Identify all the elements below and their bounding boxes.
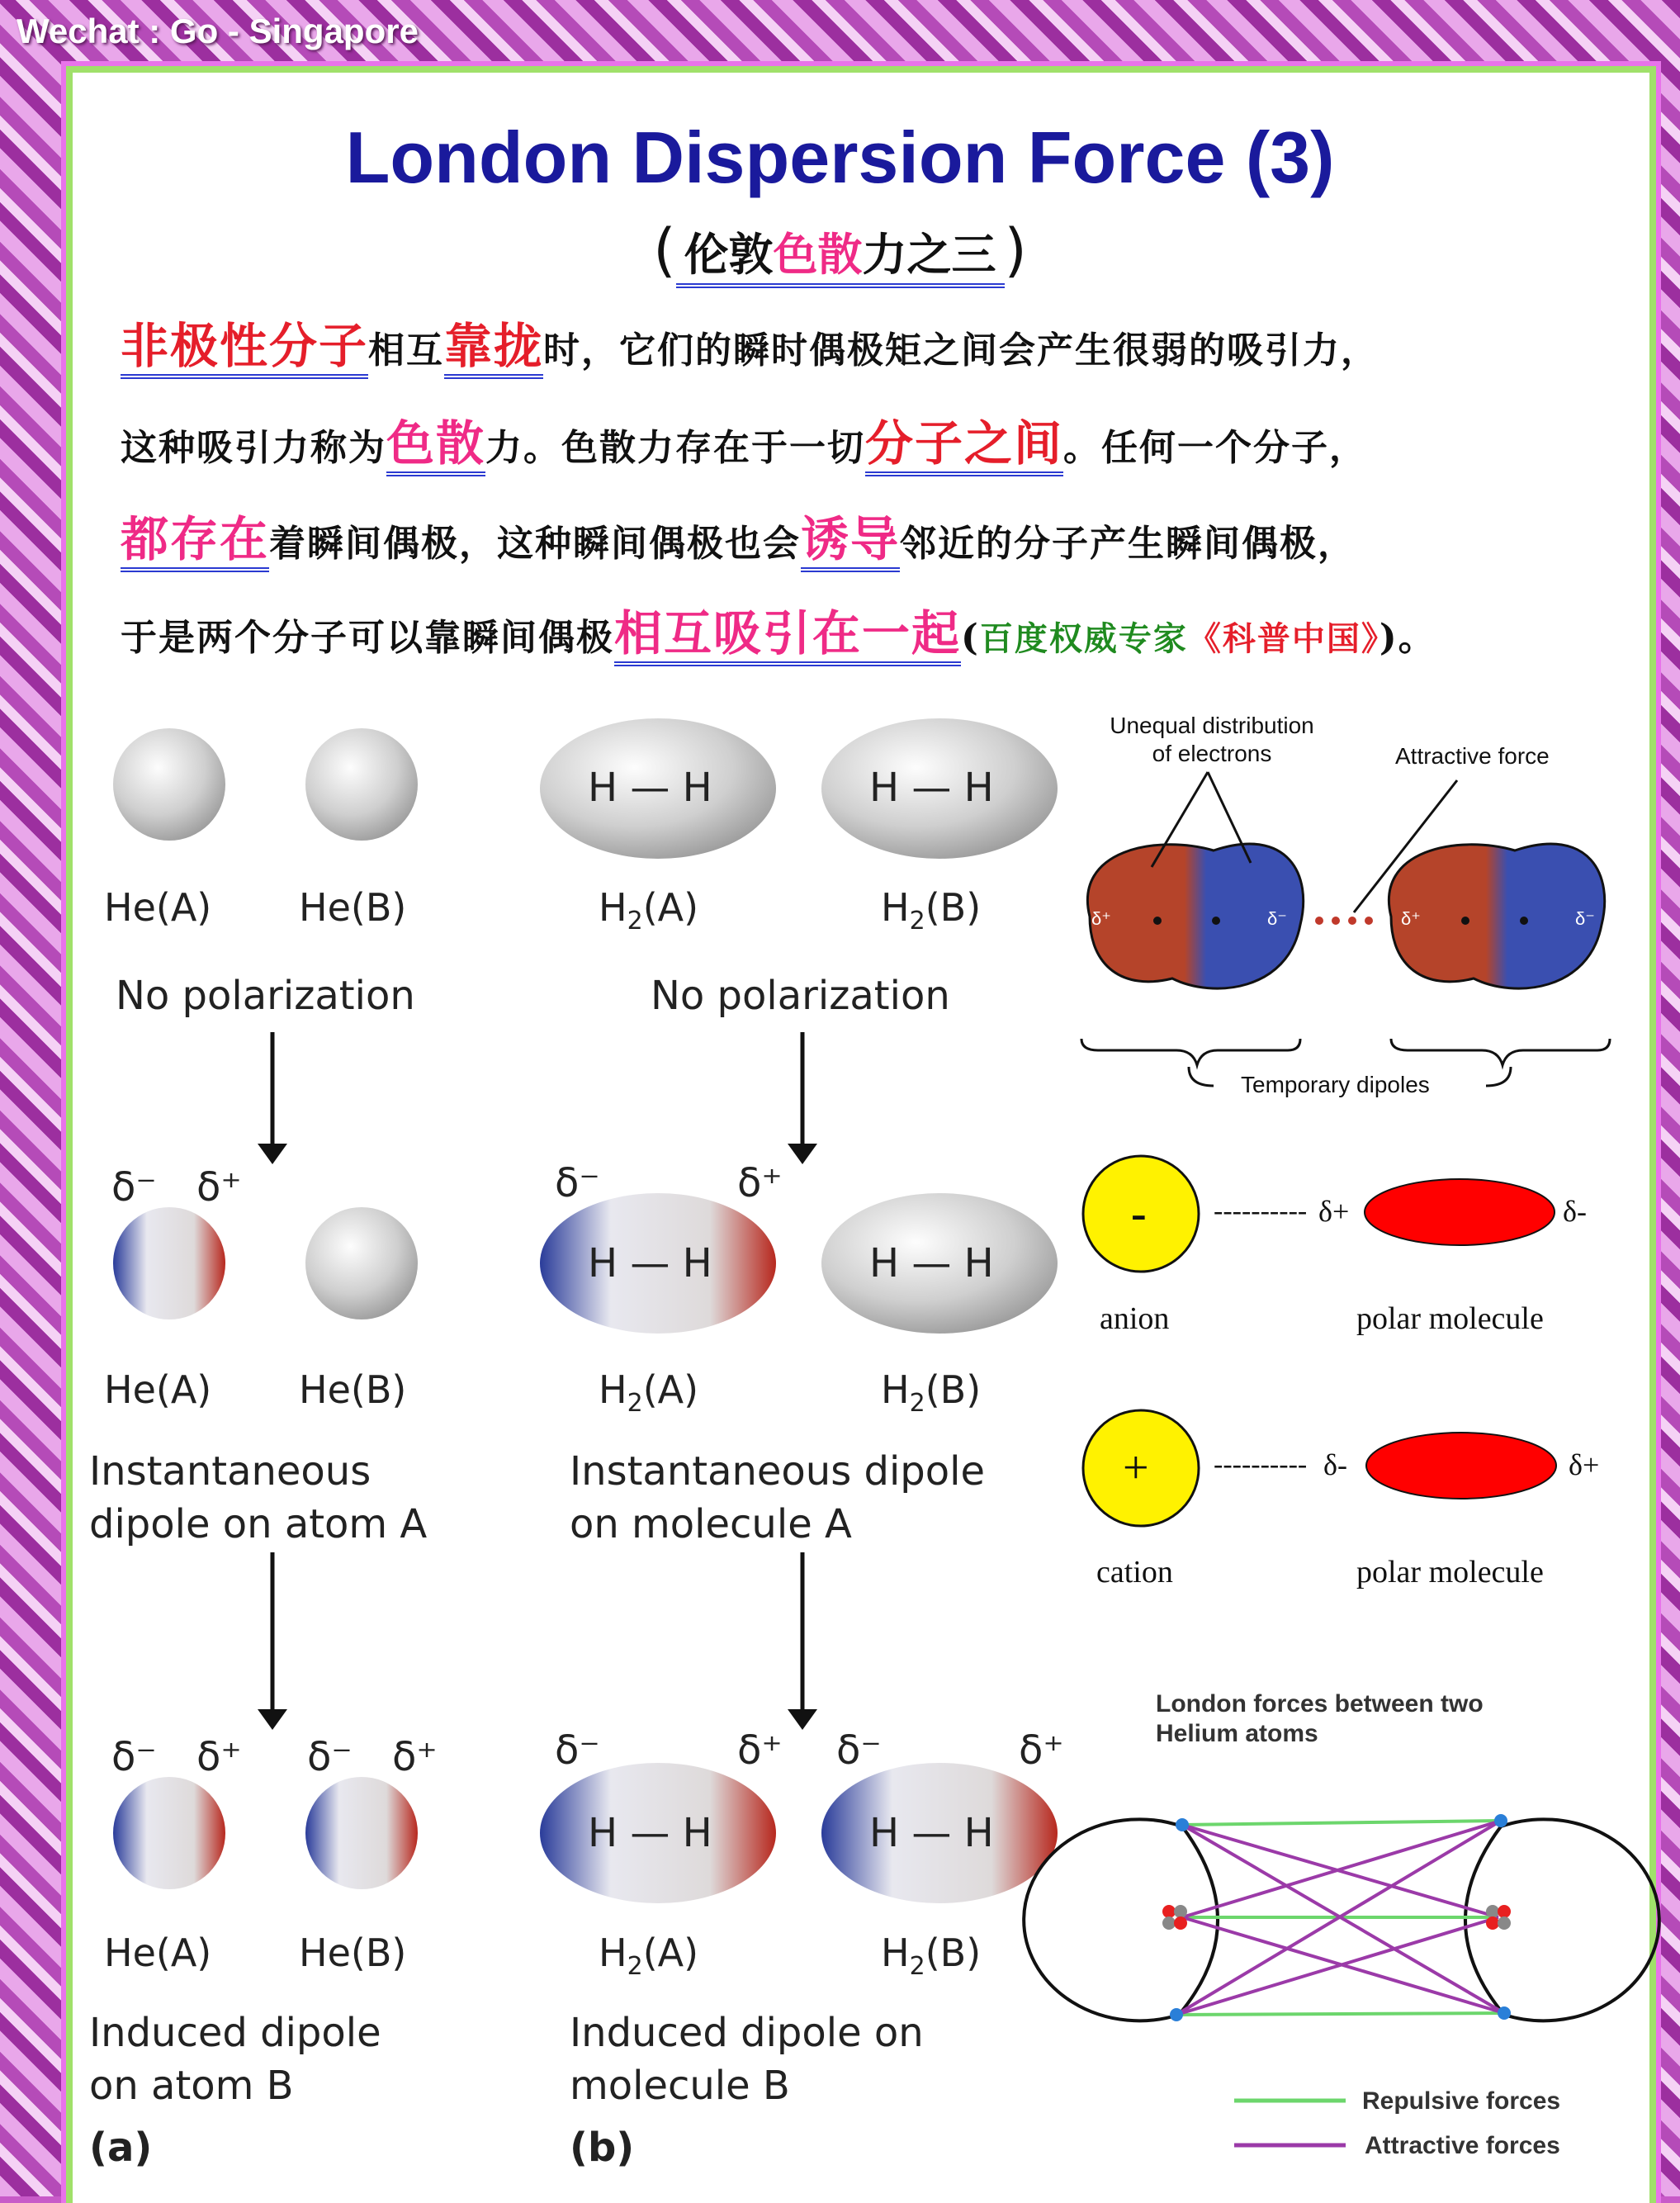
h2-b-bond: H — H [869, 1810, 994, 1856]
delta-minus: δ- [1323, 1448, 1347, 1481]
delta-plus: δ+ [1318, 1195, 1350, 1228]
temp-dipole-molecule-b [1389, 844, 1604, 988]
arrowhead [258, 1144, 287, 1164]
delta-plus: δ⁺ [1091, 908, 1111, 929]
delta-minus: δ⁻ [836, 1727, 882, 1774]
h2-a-label: $H_2(A)$ [599, 885, 699, 936]
he-a-dipole-atom [113, 1777, 225, 1889]
anion-label: anion [1100, 1301, 1170, 1336]
center-dot [1212, 917, 1220, 925]
paragraph-line-2: 这种吸引力称为色散力。色散力存在于一切分子之间。任何一个分子， [121, 405, 1607, 474]
temporary-dipoles-label: Temporary dipoles [1241, 1072, 1430, 1097]
watermark: Wechat : Go - Singapore [17, 12, 419, 50]
unequal-distribution-label: Unequal distribution of electrons [1110, 713, 1314, 766]
cation-label: cation [1096, 1555, 1173, 1589]
h2-a-bond: H — H [588, 765, 712, 811]
h2-b-bond: H — H [869, 1240, 994, 1286]
delta-plus: δ⁺ [1019, 1727, 1064, 1774]
delta-minus: δ⁻ [555, 1727, 600, 1774]
anion-sign: - [1131, 1188, 1147, 1239]
no-polarization-a: No polarization [116, 973, 415, 1019]
nucleus-a [1162, 1905, 1187, 1930]
h2-b-label: $H_2(B)$ [881, 1931, 982, 1982]
electron [1494, 1814, 1507, 1827]
dashed-bond: ---------- [1214, 1449, 1308, 1480]
electron [1176, 1818, 1189, 1831]
paragraph-line-1: 非极性分子相互靠拢时，它们的瞬时偶极矩之间会产生很弱的吸引力， [121, 307, 1607, 377]
attractive-line [1176, 1917, 1498, 2015]
panel-label-b: (b) [570, 2125, 635, 2171]
page-title: London Dispersion Force (3) [345, 116, 1335, 198]
delta-minus: δ⁻ [1575, 908, 1595, 929]
center-dot [1520, 917, 1528, 925]
he-a-label: He(A) [104, 885, 212, 930]
legend-repulsive-label: Repulsive forces [1362, 2087, 1561, 2115]
h2-b-label: $H_2(B)$ [881, 1367, 982, 1419]
panel-label-a: (a) [89, 2125, 153, 2171]
electron [1170, 2008, 1183, 2021]
brace-right [1391, 1039, 1610, 1065]
delta-plus: δ⁺ [392, 1734, 438, 1780]
he-b-atom [305, 728, 418, 841]
caption-induced-atom: Induced dipole on atom B [89, 2010, 381, 2109]
delta-minus: δ⁻ [555, 1160, 600, 1206]
legend-attractive-label: Attractive forces [1365, 2132, 1560, 2159]
repulsive-line [1182, 1821, 1501, 1825]
delta-plus: δ⁺ [737, 1727, 783, 1774]
repulsive-line [1176, 2013, 1504, 2015]
he-a-label: He(A) [104, 1931, 212, 1975]
attractive-force-label: Attractive force [1395, 743, 1550, 769]
h2-a-bond: H — H [588, 1240, 712, 1286]
he-b-dipole-atom [305, 1777, 418, 1889]
delta-minus: δ⁻ [111, 1164, 157, 1210]
delta-plus: δ+ [1569, 1448, 1600, 1481]
brace-left [1081, 1039, 1300, 1065]
polar-molecule-label: polar molecule [1356, 1555, 1544, 1589]
attraction-dot [1365, 917, 1373, 925]
page-subtitle: ( 伦敦色散力之三 ) [0, 216, 1680, 288]
paragraph-line-3: 都存在着瞬间偶极，这种瞬间偶极也会诱导邻近的分子产生瞬间偶极， [121, 500, 1607, 570]
electron [1498, 2006, 1511, 2020]
h2-a-bond: H — H [588, 1810, 712, 1856]
caption-induced-molecule: Induced dipole on molecule B [570, 2010, 924, 2109]
polar-molecule-2 [1366, 1433, 1556, 1499]
he-a-atom [113, 728, 225, 841]
caption-instantaneous-atom: Instantaneous dipole on atom A [89, 1448, 428, 1547]
center-dot [1461, 917, 1469, 925]
delta-minus: δ⁻ [1267, 908, 1287, 929]
he-b-label: He(B) [299, 1931, 407, 1975]
delta-minus: δ⁻ [307, 1734, 353, 1780]
delta-plus: δ⁺ [196, 1164, 242, 1210]
h2-b-label: $H_2(B)$ [881, 885, 982, 936]
delta-minus: δ⁻ [111, 1734, 157, 1780]
h2-b-bond: H — H [869, 765, 994, 811]
no-polarization-b: No polarization [651, 973, 950, 1019]
polar-molecule-1 [1365, 1179, 1555, 1245]
dashed-bond: ---------- [1214, 1196, 1308, 1226]
delta-plus: δ⁺ [737, 1160, 783, 1206]
attraction-dot [1348, 917, 1356, 925]
arrowhead [788, 1144, 817, 1164]
delta-plus: δ⁺ [1401, 908, 1421, 929]
h2-a-label: $H_2(A)$ [599, 1931, 699, 1982]
he-b-atom [305, 1207, 418, 1319]
caption-instantaneous-molecule: Instantaneous dipole on molecule A [570, 1448, 985, 1547]
he-b-label: He(B) [299, 885, 407, 930]
he-a-label: He(A) [104, 1367, 212, 1412]
he-a-dipole-atom [113, 1207, 225, 1319]
helium-diagram-title: London forces between two Helium atoms [1156, 1690, 1484, 1747]
attraction-dot [1315, 917, 1323, 925]
attraction-dot [1332, 917, 1340, 925]
polar-molecule-label: polar molecule [1356, 1301, 1544, 1336]
cation-sign: + [1123, 1443, 1149, 1494]
arrowhead [788, 1709, 817, 1730]
delta-minus: δ- [1563, 1195, 1587, 1228]
delta-plus: δ⁺ [196, 1734, 242, 1780]
center-dot [1153, 917, 1162, 925]
arrowhead [258, 1709, 287, 1730]
he-b-label: He(B) [299, 1367, 407, 1412]
h2-a-label: $H_2(A)$ [599, 1367, 699, 1419]
paragraph-line-4: 于是两个分子可以靠瞬间偶极相互吸引在一起(百度权威专家《科普中国》)。 [121, 595, 1607, 664]
